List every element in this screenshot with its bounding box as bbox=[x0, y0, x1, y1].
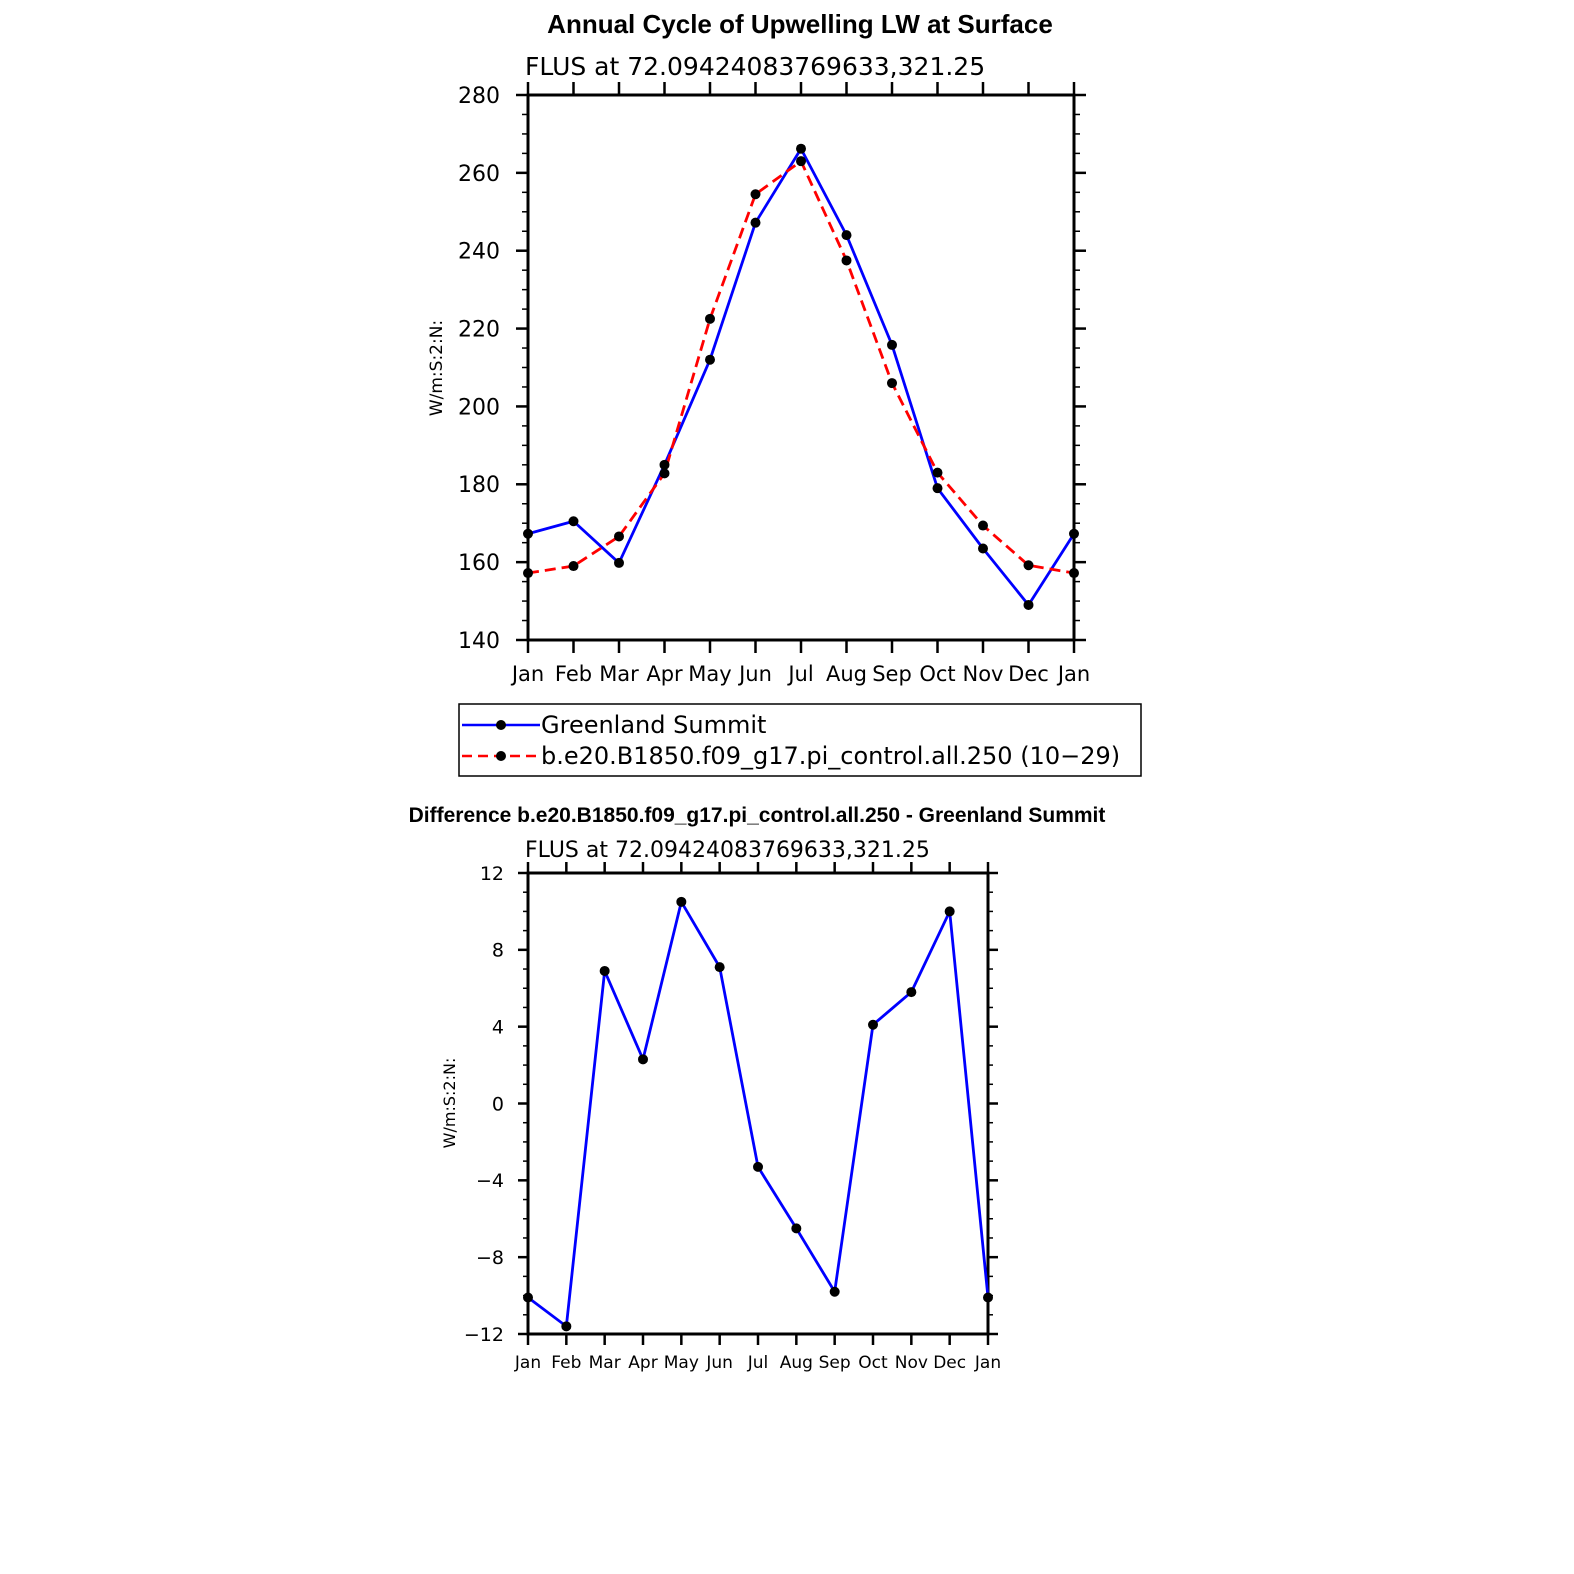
bottom-ytick-label: −12 bbox=[463, 1323, 504, 1346]
bottom-xtick-label: Nov bbox=[894, 1353, 928, 1373]
top-chart-ylabel: W/m:S:2:N: bbox=[427, 319, 447, 417]
top-xtick-label: May bbox=[688, 662, 732, 686]
top-series-1-point bbox=[842, 230, 852, 240]
bottom-series-1-point bbox=[561, 1321, 571, 1331]
bottom-xtick-label: Jun bbox=[706, 1353, 733, 1373]
top-series-2-point bbox=[978, 521, 988, 531]
top-series-2-point bbox=[933, 468, 943, 478]
top-series-2-point bbox=[569, 561, 579, 571]
bottom-series-1-point bbox=[676, 897, 686, 907]
bottom-ytick-label: 4 bbox=[491, 1016, 504, 1039]
top-xtick-label: Dec bbox=[1008, 662, 1049, 686]
bottom-xtick-label: Mar bbox=[588, 1353, 621, 1373]
top-series-1-point bbox=[1069, 529, 1079, 539]
top-xtick-label: Oct bbox=[919, 662, 956, 686]
bottom-series-line-1 bbox=[528, 902, 988, 1327]
bottom-series-1-point bbox=[523, 1293, 533, 1303]
bottom-ytick-label: 8 bbox=[491, 939, 504, 962]
legend-label-series-2: b.e20.B1850.f09_g17.pi_control.all.250 (10−29) bbox=[541, 742, 1121, 770]
top-series-1-point bbox=[614, 558, 624, 568]
top-series-1-point bbox=[705, 355, 715, 365]
bottom-ytick-label: 12 bbox=[479, 862, 504, 885]
top-xtick-label: Nov bbox=[962, 662, 1004, 686]
bottom-series-1-point bbox=[945, 906, 955, 916]
bottom-xtick-label: Apr bbox=[628, 1353, 658, 1373]
bottom-xtick-label: Jan bbox=[974, 1353, 1002, 1373]
bottom-plot-area bbox=[464, 862, 1001, 1373]
top-series-1-point bbox=[569, 516, 579, 526]
top-series-2-point bbox=[614, 531, 624, 541]
bottom-chart-title: Difference b.e20.B1850.f09_g17.pi_control.all.250 - Greenland Summit bbox=[408, 804, 1106, 827]
top-series-2-point bbox=[660, 468, 670, 478]
top-ytick-label: 220 bbox=[458, 317, 500, 343]
bottom-xtick-label: Jan bbox=[514, 1353, 542, 1373]
top-series-2-point bbox=[751, 189, 761, 199]
bottom-chart-ylabel: W/m:S:2:N: bbox=[440, 1057, 459, 1149]
bottom-series-1-point bbox=[906, 987, 916, 997]
top-series-line-1 bbox=[528, 149, 1074, 605]
top-series-1-point bbox=[751, 218, 761, 228]
bottom-ytick-label: 0 bbox=[491, 1093, 504, 1116]
bottom-xtick-label: Feb bbox=[551, 1353, 582, 1373]
top-xtick-label: Jul bbox=[788, 662, 814, 686]
bottom-series-1-point bbox=[600, 966, 610, 976]
top-series-1-point bbox=[660, 460, 670, 470]
top-chart-subtitle: FLUS at 72.09424083769633,321.25 bbox=[525, 52, 986, 81]
top-series-2-point bbox=[523, 568, 533, 578]
top-xtick-label: Apr bbox=[646, 662, 683, 686]
top-series-1-point bbox=[933, 483, 943, 493]
top-series-1-point bbox=[523, 529, 533, 539]
bottom-series-1-point bbox=[830, 1287, 840, 1297]
top-series-2-point bbox=[887, 378, 897, 388]
legend-marker-series-1 bbox=[496, 720, 506, 730]
top-series-1-point bbox=[796, 144, 806, 154]
top-xtick-label: Jan bbox=[1057, 662, 1091, 686]
bottom-series-1-point bbox=[983, 1293, 993, 1303]
top-ytick-label: 240 bbox=[458, 239, 500, 265]
top-series-2-point bbox=[842, 255, 852, 265]
top-series-2-point bbox=[1069, 568, 1079, 578]
top-series-1-point bbox=[1024, 600, 1034, 610]
legend bbox=[459, 704, 1141, 776]
bottom-xtick-label: May bbox=[663, 1353, 699, 1373]
top-ytick-label: 160 bbox=[458, 551, 500, 577]
top-ytick-label: 200 bbox=[458, 395, 500, 421]
top-series-1-point bbox=[887, 340, 897, 350]
legend-label-series-1: Greenland Summit bbox=[541, 711, 767, 739]
legend-marker-series-2 bbox=[496, 751, 506, 761]
bottom-xtick-label: Jul bbox=[747, 1353, 769, 1373]
top-xtick-label: Jun bbox=[739, 662, 772, 686]
top-ytick-label: 260 bbox=[458, 161, 500, 187]
top-series-2-point bbox=[796, 156, 806, 166]
top-ytick-label: 180 bbox=[458, 473, 500, 499]
top-series-line-2 bbox=[528, 161, 1074, 573]
top-chart-title: Annual Cycle of Upwelling LW at Surface bbox=[547, 9, 1053, 39]
bottom-ytick-label: −4 bbox=[475, 1170, 504, 1193]
top-xtick-label: Aug bbox=[825, 662, 868, 686]
bottom-series-1-point bbox=[638, 1054, 648, 1064]
bottom-frame bbox=[528, 873, 988, 1334]
bottom-ytick-label: −8 bbox=[475, 1247, 504, 1270]
top-xtick-label: Mar bbox=[599, 662, 639, 686]
top-ytick-label: 280 bbox=[458, 83, 500, 109]
top-series-2-point bbox=[705, 314, 715, 324]
top-ytick-label: 140 bbox=[458, 628, 500, 654]
bottom-series-1-point bbox=[715, 962, 725, 972]
bottom-chart-subtitle: FLUS at 72.09424083769633,321.25 bbox=[525, 838, 930, 863]
bottom-xtick-label: Oct bbox=[858, 1353, 888, 1373]
bottom-xtick-label: Aug bbox=[779, 1353, 813, 1373]
top-series-1-point bbox=[978, 544, 988, 554]
top-plot-area bbox=[458, 82, 1090, 686]
top-xtick-label: Sep bbox=[872, 662, 912, 686]
bottom-xtick-label: Sep bbox=[818, 1353, 851, 1373]
bottom-series-1-point bbox=[753, 1162, 763, 1172]
top-xtick-label: Feb bbox=[554, 662, 593, 686]
bottom-series-1-point bbox=[791, 1223, 801, 1233]
bottom-xtick-label: Dec bbox=[933, 1353, 967, 1373]
top-series-2-point bbox=[1024, 560, 1034, 570]
top-xtick-label: Jan bbox=[511, 662, 545, 686]
bottom-series-1-point bbox=[868, 1020, 878, 1030]
